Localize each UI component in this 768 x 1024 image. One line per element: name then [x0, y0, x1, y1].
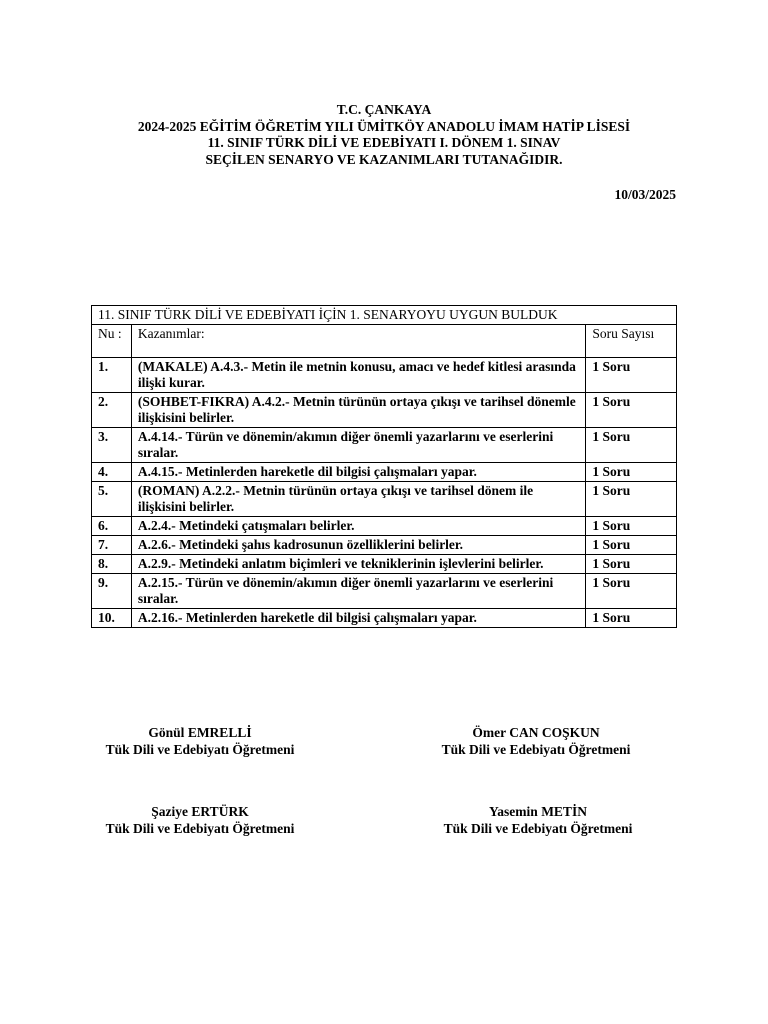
signature-title: Tük Dili ve Edebiyatı Öğretmeni: [441, 742, 631, 757]
row-soru-sayisi: 1 Soru: [586, 393, 677, 428]
row-number: 8.: [92, 555, 132, 574]
signature-name: [70, 724, 330, 741]
header-line-3: 11. SINIF TÜRK DİLİ VE EDEBİYATI I. DÖNEM 1. SINAV: [207, 135, 561, 150]
signature-first-name: Yasemin: [489, 804, 538, 819]
row-soru-sayisi: 1 Soru: [586, 358, 677, 393]
row-soru-sayisi: 1 Soru: [586, 428, 677, 463]
signature-last-name: METİN: [541, 804, 587, 819]
signature-title: Tük Dili ve Edebiyatı Öğretmeni: [443, 821, 633, 836]
table-row: [92, 428, 677, 463]
signature-first-name: Şaziye: [151, 804, 189, 819]
row-number: 9.: [92, 574, 132, 609]
signature-name: [408, 803, 668, 820]
table-row: [92, 393, 677, 428]
row-soru-sayisi: 1 Soru: [586, 574, 677, 609]
signature-last-name: ERTÜRK: [191, 804, 249, 819]
row-kazanim: A.4.15.- Metinlerden hareketle dil bilgisi çalışmaları yapar.: [131, 463, 586, 482]
header-line-1: T.C. ÇANKAYA: [336, 102, 432, 117]
signature-title: Tük Dili ve Edebiyatı Öğretmeni: [105, 821, 295, 836]
signature-block-3: [70, 803, 330, 837]
row-soru-sayisi: 1 Soru: [586, 463, 677, 482]
table-row: [92, 555, 677, 574]
signature-first-name: Ömer: [472, 725, 506, 740]
signature-title: Tük Dili ve Edebiyatı Öğretmeni: [105, 742, 295, 757]
signature-block-4: [408, 803, 668, 837]
table-row: [92, 517, 677, 536]
row-kazanim: A.2.4.- Metindeki çatışmaları belirler.: [131, 517, 586, 536]
signature-first-name: Gönül: [148, 725, 185, 740]
row-number: 6.: [92, 517, 132, 536]
header-line-4: SEÇİLEN SENARYO VE KAZANIMLARI TUTANAĞIDIR.: [205, 151, 563, 167]
row-soru-sayisi: 1 Soru: [586, 555, 677, 574]
header-line-2: 2024-2025 EĞİTİM ÖĞRETİM YILI ÜMİTKÖY ANADOLU İMAM HATİP LİSESİ: [137, 118, 631, 134]
column-header-soru: Soru Sayısı: [586, 325, 677, 358]
signature-name: [406, 724, 666, 741]
row-kazanim: A.2.9.- Metindeki anlatım biçimleri ve tekniklerinin işlevlerini belirler.: [131, 555, 586, 574]
row-kazanim: A.4.14.- Türün ve dönemin/akımın diğer önemli yazarlarını ve eserlerini sıralar.: [131, 428, 586, 463]
row-kazanim: (ROMAN) A.2.2.- Metnin türünün ortaya çıkışı ve tarihsel dönem ile ilişkisini belirler.: [131, 482, 586, 517]
row-kazanim: A.2.15.- Türün ve dönemin/akımın diğer önemli yazarlarını ve eserlerini sıralar.: [131, 574, 586, 609]
kazanim-table: [91, 305, 677, 628]
table-row: [92, 482, 677, 517]
document-header: [0, 102, 768, 168]
table-title-row: [92, 306, 677, 325]
row-number: 2.: [92, 393, 132, 428]
signature-block-2: [406, 724, 666, 758]
row-number: 7.: [92, 536, 132, 555]
row-soru-sayisi: 1 Soru: [586, 536, 677, 555]
row-number: 4.: [92, 463, 132, 482]
row-number: 10.: [92, 609, 132, 628]
table-row: [92, 536, 677, 555]
row-soru-sayisi: 1 Soru: [586, 609, 677, 628]
row-number: 3.: [92, 428, 132, 463]
table-row: [92, 358, 677, 393]
row-soru-sayisi: 1 Soru: [586, 482, 677, 517]
row-kazanim: A.2.16.- Metinlerden hareketle dil bilgisi çalışmaları yapar.: [131, 609, 586, 628]
row-number: 5.: [92, 482, 132, 517]
column-header-no: Nu :: [92, 325, 132, 358]
table-header-row: [92, 325, 677, 358]
document-date: 10/03/2025: [614, 187, 676, 202]
row-soru-sayisi: 1 Soru: [586, 517, 677, 536]
row-number: 1.: [92, 358, 132, 393]
signature-block-1: [70, 724, 330, 758]
row-kazanim: A.2.6.- Metindeki şahıs kadrosunun özelliklerini belirler.: [131, 536, 586, 555]
signature-last-name: EMRELLİ: [187, 725, 252, 740]
row-kazanim: (MAKALE) A.4.3.- Metin ile metnin konusu, amacı ve hedef kitlesi arasında ilişki kurar.: [131, 358, 586, 393]
signature-name: [70, 803, 330, 820]
signature-last-name: CAN COŞKUN: [509, 725, 600, 740]
table-row: [92, 609, 677, 628]
row-kazanim: (SOHBET-FIKRA) A.4.2.- Metnin türünün ortaya çıkışı ve tarihsel dönemle ilişkisini belirler.: [131, 393, 586, 428]
table-row: [92, 463, 677, 482]
table-row: [92, 574, 677, 609]
column-header-kazanim: Kazanımlar:: [131, 325, 586, 358]
table-title: 11. SINIF TÜRK DİLİ VE EDEBİYATI İÇİN 1. SENARYOYU UYGUN BULDUK: [92, 306, 677, 325]
